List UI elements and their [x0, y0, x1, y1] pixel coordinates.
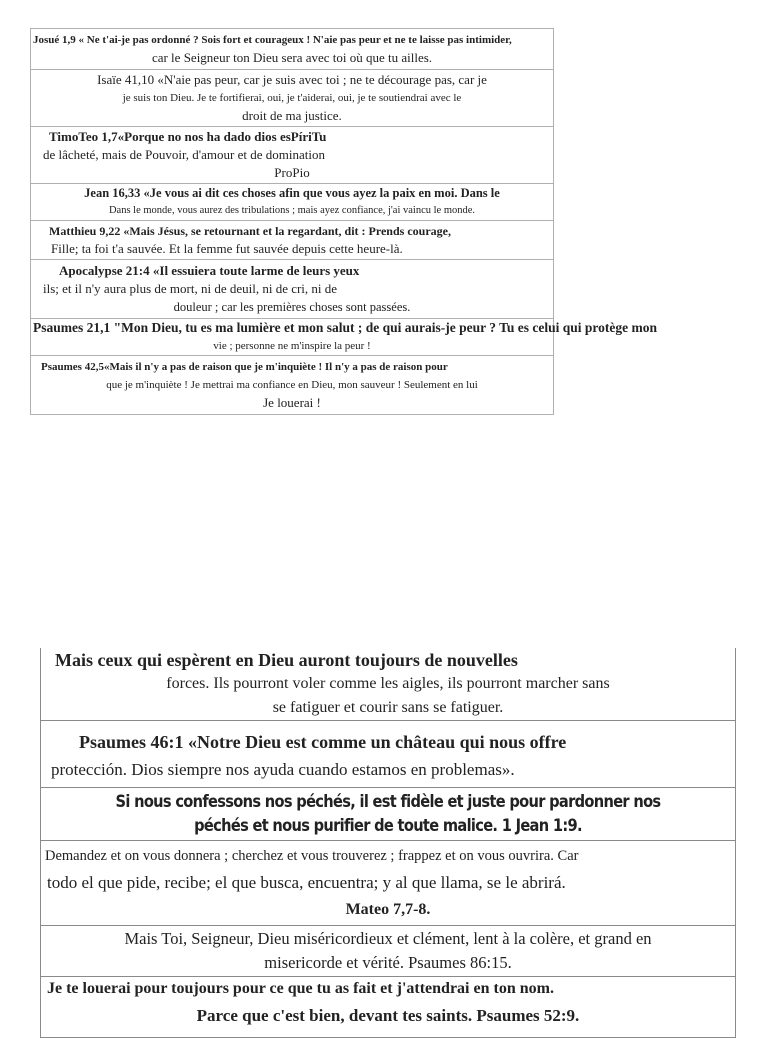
verse-heading: Parce que c'est bien, devant tes saints. Psaumes 52:9. [196, 1006, 580, 1025]
verse-text: se fatiguer et courir sans se fatiguer. [272, 699, 504, 716]
verse-cell [31, 260, 554, 319]
verse-cell [31, 29, 554, 70]
table-row [41, 788, 736, 841]
verses-table-top [30, 28, 658, 415]
verse-cell [41, 841, 736, 926]
verse-reference: Mateo 7,7-8. [345, 901, 431, 918]
verse-text: Mais Toi, Seigneur, Dieu miséricordieux et clément, lent à la colère, et grand en [124, 929, 652, 948]
verse-text: todo el que pide, recibe; el que busca, encuentra; y al que llama, se le abrirá. [47, 873, 566, 892]
verse-cell [31, 356, 554, 415]
table-row [31, 221, 554, 260]
verse-cell [31, 70, 554, 127]
verse-cell [41, 788, 736, 841]
verse-heading: Je te louerai pour toujours pour ce que tu as fait et j'attendrai en ton nom. [47, 980, 554, 997]
verse-cell [41, 648, 736, 721]
verse-heading: Mais ceux qui espèrent en Dieu auront toujours de nouvelles [55, 650, 518, 670]
verse-heading: Si nous confessons nos péchés, il est fidèle et juste pour pardonner nos [115, 792, 661, 812]
verse-text: ils; et il n'y aura plus de mort, ni de deuil, ni de cri, ni de [43, 281, 338, 296]
verse-text: misericorde et vérité. Psaumes 86:15. [264, 953, 512, 972]
table-row [31, 29, 554, 70]
verse-heading: péchés et nous purifier de toute malice. 1 Jean 1:9. [194, 816, 582, 836]
verse-text: forces. Ils pourront voler comme les aigles, ils pourront marcher sans [166, 675, 610, 692]
table-row [41, 977, 736, 1038]
table-row [41, 926, 736, 977]
table-row [31, 260, 554, 319]
table-row [41, 648, 736, 721]
verse-text: ProPio [274, 165, 310, 180]
verse-text: je suis ton Dieu. Je te fortifierai, oui, je t'aiderai, oui, je te soutiendrai avec le [122, 92, 462, 104]
verse-cell [41, 926, 736, 977]
verse-heading: Apocalypse 21:4 «Il essuiera toute larme de leurs yeux [59, 263, 360, 278]
verse-text: car le Seigneur ton Dieu sera avec toi où que tu ailles. [151, 50, 433, 65]
verse-cell [41, 977, 736, 1038]
verse-text: douleur ; car les premières choses sont passées. [173, 300, 411, 314]
table-row [31, 356, 554, 415]
verse-cell [31, 221, 554, 260]
verse-heading: Matthieu 9,22 «Mais Jésus, se retournant et la regardant, dit : Prends courage, [49, 224, 451, 238]
verse-text: vie ; personne ne m'inspire la peur ! [213, 340, 371, 352]
verse-cell [31, 319, 658, 356]
verse-cell [41, 721, 736, 788]
verse-text: que je m'inquiète ! Je mettrai ma confiance en Dieu, mon sauveur ! Seulement en lui [106, 379, 478, 391]
verse-heading: Psaumes 21,1 "Mon Dieu, tu es ma lumière et mon salut ; de qui aurais-je peur ? Tu es celui qui protège mon [33, 320, 658, 335]
verse-text: Dans le monde, vous aurez des tribulations ; mais ayez confiance, j'ai vaincu le monde. [108, 205, 476, 216]
table-row [41, 721, 736, 788]
verse-text: Isaïe 41,10 «N'aie pas peur, car je suis avec toi ; ne te décourage pas, car je [97, 72, 487, 87]
verse-text: Demandez et on vous donnera ; cherchez et vous trouverez ; frappez et on vous ouvrira. Car [45, 848, 579, 864]
verses-table-bottom [40, 648, 736, 1038]
table-row [31, 127, 554, 184]
table-row [31, 70, 554, 127]
table-row [31, 184, 554, 221]
verse-heading: Jean 16,33 «Je vous ai dit ces choses afin que vous ayez la paix en moi. Dans le [84, 186, 500, 200]
table-row [41, 841, 736, 926]
verse-heading: Psaumes 46:1 «Notre Dieu est comme un château qui nous offre [79, 732, 567, 752]
verse-heading: Psaumes 42,5«Mais il n'y a pas de raison que je m'inquiète ! Il n'y a pas de raison pour [41, 361, 448, 373]
verse-cell [31, 127, 554, 184]
verse-heading: TimoTeo 1,7«Porque no nos ha dado dios esPíriTu [49, 129, 327, 144]
verse-text: protección. Dios siempre nos ayuda cuando estamos en problemas». [51, 760, 515, 779]
verse-text: Fille; ta foi t'a sauvée. Et la femme fut sauvée depuis cette heure-là. [51, 241, 403, 256]
verse-text: droit de ma justice. [242, 108, 342, 123]
verse-cell [31, 184, 554, 221]
verse-heading: Josué 1,9 « Ne t'ai-je pas ordonné ? Sois fort et courageux ! N'aie pas peur et ne te laisse pas intimider, [33, 34, 512, 46]
verse-text: de lâcheté, mais de Pouvoir, d'amour et de domination [43, 147, 325, 162]
table-row [31, 319, 554, 356]
verse-text: Je louerai ! [263, 395, 321, 410]
